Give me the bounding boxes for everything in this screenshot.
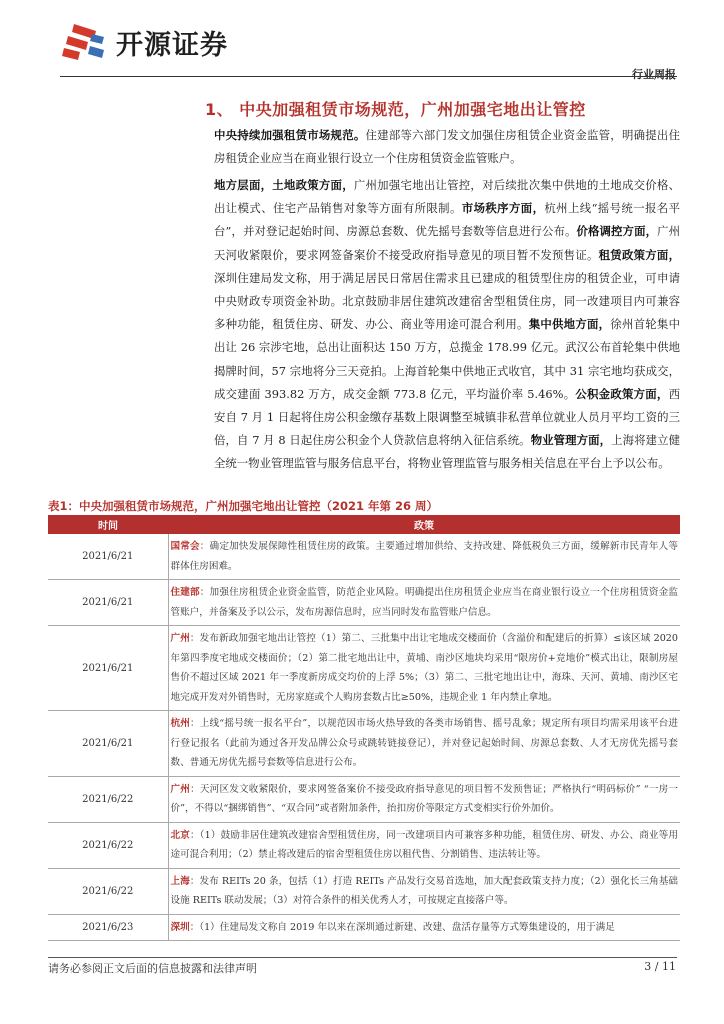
para-bold: 公积金政策方面， (575, 386, 669, 401)
row-date: 2021/6/21 (48, 534, 168, 580)
row-policy (168, 711, 680, 777)
footer-disclaimer: 请务必参阅正文后面的信息披露和法律声明 (48, 962, 257, 975)
para-bold: 租赁政策方面， (598, 247, 680, 262)
column-header-policy: 政策 (168, 515, 680, 534)
brand-name: 开源证券 (116, 29, 228, 61)
table-row (48, 914, 680, 941)
header-divider (60, 76, 677, 77)
row-text: ：确定加快发展保障性租赁住房的政策。主要通过增加供给、支持改建、降低税负三方面，缓解新市民青年人等群体住房困难。 (170, 541, 679, 572)
footer-divider (48, 957, 677, 958)
row-policy (168, 580, 680, 626)
row-policy (168, 776, 680, 822)
row-city: 深圳 (170, 921, 190, 933)
table-row (48, 626, 680, 711)
para-text: 上海将建立健全统一物业管理监管与服务信息平台，将物业管理监管与服务相关信息在平台上予以公布。 (214, 433, 680, 471)
para-text: 广州天河收紧限价，要求网签备案价不接受政府指导意见的项目暂不发预售证。 (214, 224, 680, 262)
row-text: ：发布新政加强宅地出让管控（1）第二、三批集中出让宅地成交楼面价（含溢价和配建后的折算）≤该区域 2020 年第四季度宅地成交楼面价；（2）第二批宅地出让中，黄埔、南沙区地块均采用“限房价+竞地价”模式出让，限制房屋售价不超过区域 2021 年一季度新房成交均价的上浮 5%；（3）第二、三批宅地出让中，海珠、天河、黄埔、南沙区宅地完成开发对外销售时，无房家庭或个人购房套数占比≥50%，违规企业 1 年内禁止拿地。 (170, 633, 679, 703)
paragraph-central-policy (214, 124, 680, 170)
row-date: 2021/6/21 (48, 580, 168, 626)
row-text: ：（1）住建局发文称自 2019 年以来在深圳通过新建、改建、盘活存量等方式筹集建设的，用于满足 (189, 921, 615, 933)
row-text: ：（1）鼓励非居住建筑改建宿舍型租赁住房，同一改建项目内可兼容多种功能，租赁住房、研发、办公、商业等用途可混合利用；（2）禁止将改建后的宿舍型租赁住房以租代售、分割销售、违法转让等。 (170, 829, 678, 860)
row-policy (168, 914, 680, 941)
row-text: ：天河区发文收紧限价，要求网签备案价不接受政府指导意见的项目暂不发预售证；严格执行“明码标价” “一房一价”，不得以“捆绑销售”、“双合同”或者附加条件，抬扣房价等限定方式变相实行价外加价。 (170, 783, 679, 814)
row-city: 住建部 (170, 587, 200, 598)
row-city: 广州 (170, 633, 190, 644)
para-text: 杭州上线“摇号统一报名平台”，并对登记起始时间、房源总套数、优先摇号套数等信息进行公布。 (214, 201, 680, 239)
para-bold: 物业管理方面， (530, 433, 612, 448)
logo-mark-icon (62, 22, 106, 62)
row-policy (168, 822, 680, 868)
para-bold: 集中供地方面， (528, 317, 611, 332)
paragraph-local-policy (214, 174, 680, 476)
table-title: 表1：中央加强租赁市场规范，广州加强宅地出让管控（2021 年第 26 周） (48, 499, 439, 513)
para-bold: 市场秩序方面， (461, 201, 545, 216)
row-date: 2021/6/23 (48, 914, 168, 941)
report-type: 行业周报 (632, 68, 676, 81)
row-policy (168, 534, 680, 580)
table-header-row (48, 515, 680, 534)
para-text: 广州加强宅地出让管控，对后续批次集中供地的土地成交价格、出让模式、住宅产品销售对象等方面有所限制。 (214, 178, 680, 216)
para-bold: 价格调控方面， (576, 224, 658, 239)
row-city: 杭州 (170, 718, 191, 729)
row-date: 2021/6/21 (48, 626, 168, 711)
para-text: 西安自 7 月 1 日起将住房公积金缴存基数上限调整至城镇非私营单位就业人员月平均工资的三倍，自 7 月 8 日起住房公积金个人贷款信息将纳入征信系统。 (214, 386, 680, 448)
section-title: 1、 中央加强租赁市场规范，广州加强宅地出让管控 (205, 100, 586, 119)
company-logo (62, 22, 228, 62)
row-text: ：加强住房租赁企业资金监管，防范企业风险。明确提出住房租赁企业应当在商业银行设立一个住房租赁资金监管账户，并备案及予以公示，发布房源信息时，应当同时发布监管账户信息。 (170, 587, 679, 618)
row-date: 2021/6/22 (48, 868, 168, 914)
row-policy (168, 626, 680, 711)
page-number: 3 / 11 (644, 960, 676, 973)
table-row (48, 776, 680, 822)
row-text: ：上线“摇号统一报名平台”，以规范因市场火热导致的各类市场销售、摇号乱象；规定所有项目均需采用该平台进行登记报名（此前为通过各开发品牌公众号或跳转链接登记），并对登记起始时间、房源总套数、人才无房优先摇号套数、普通无房优先摇号套数等信息进行公布。 (170, 718, 679, 768)
row-date: 2021/6/22 (48, 776, 168, 822)
row-date: 2021/6/22 (48, 822, 168, 868)
row-date: 2021/6/21 (48, 711, 168, 777)
row-text: ：发布 REITs 20 条，包括（1）打造 REITs 产品发行交易首选地，加大配套政策支持力度；（2）强化长三角基础设施 REITs 联动发展；（3）对符合条件的相关优秀人才，可按规定直接落户等。 (170, 875, 678, 906)
para-text: 深圳住建局发文称，用于满足居民日常居住需求且已建成的租赁型住房的租赁企业，可申请中央财政专项资金补助。北京鼓励非居住建筑改建宿舍型租赁住房，同一改建项目内可兼容多种功能，租赁住房、研发、办公、商业等用途可混合利用。 (214, 270, 680, 332)
para-text: 住建部等六部门发文加强住房租赁企业资金监管，明确提出住房租赁企业应当在商业银行设立一个住房租赁资金监管账户。 (214, 128, 680, 166)
para-text: 徐州首轮集中出让 26 宗涉宅地，总出让面积达 150 万方，总揽金 178.99 亿元。武汉公布首轮集中供地揭牌时间，57 宗地将分三天竞拍。上海首轮集中供地正式收官，其中 31 宗宅地均获成交，成交建面 393.82 万方，成交金额 773.8 亿元，平均溢价率 5.46%。 (214, 317, 680, 401)
table-row (48, 822, 680, 868)
row-city: 国常会 (170, 541, 200, 552)
para-bold: 地方层面，土地政策方面， (214, 178, 354, 192)
row-city: 广州 (170, 783, 191, 795)
para-bold: 中央持续加强租赁市场规范。 (214, 128, 366, 142)
row-policy (168, 868, 680, 914)
table-row (48, 534, 680, 580)
table-row (48, 580, 680, 626)
row-city: 北京 (170, 829, 190, 841)
column-header-date: 时间 (48, 515, 168, 534)
table-row (48, 711, 680, 777)
policy-table (48, 515, 680, 941)
table-row (48, 868, 680, 914)
row-city: 上海 (170, 875, 190, 887)
